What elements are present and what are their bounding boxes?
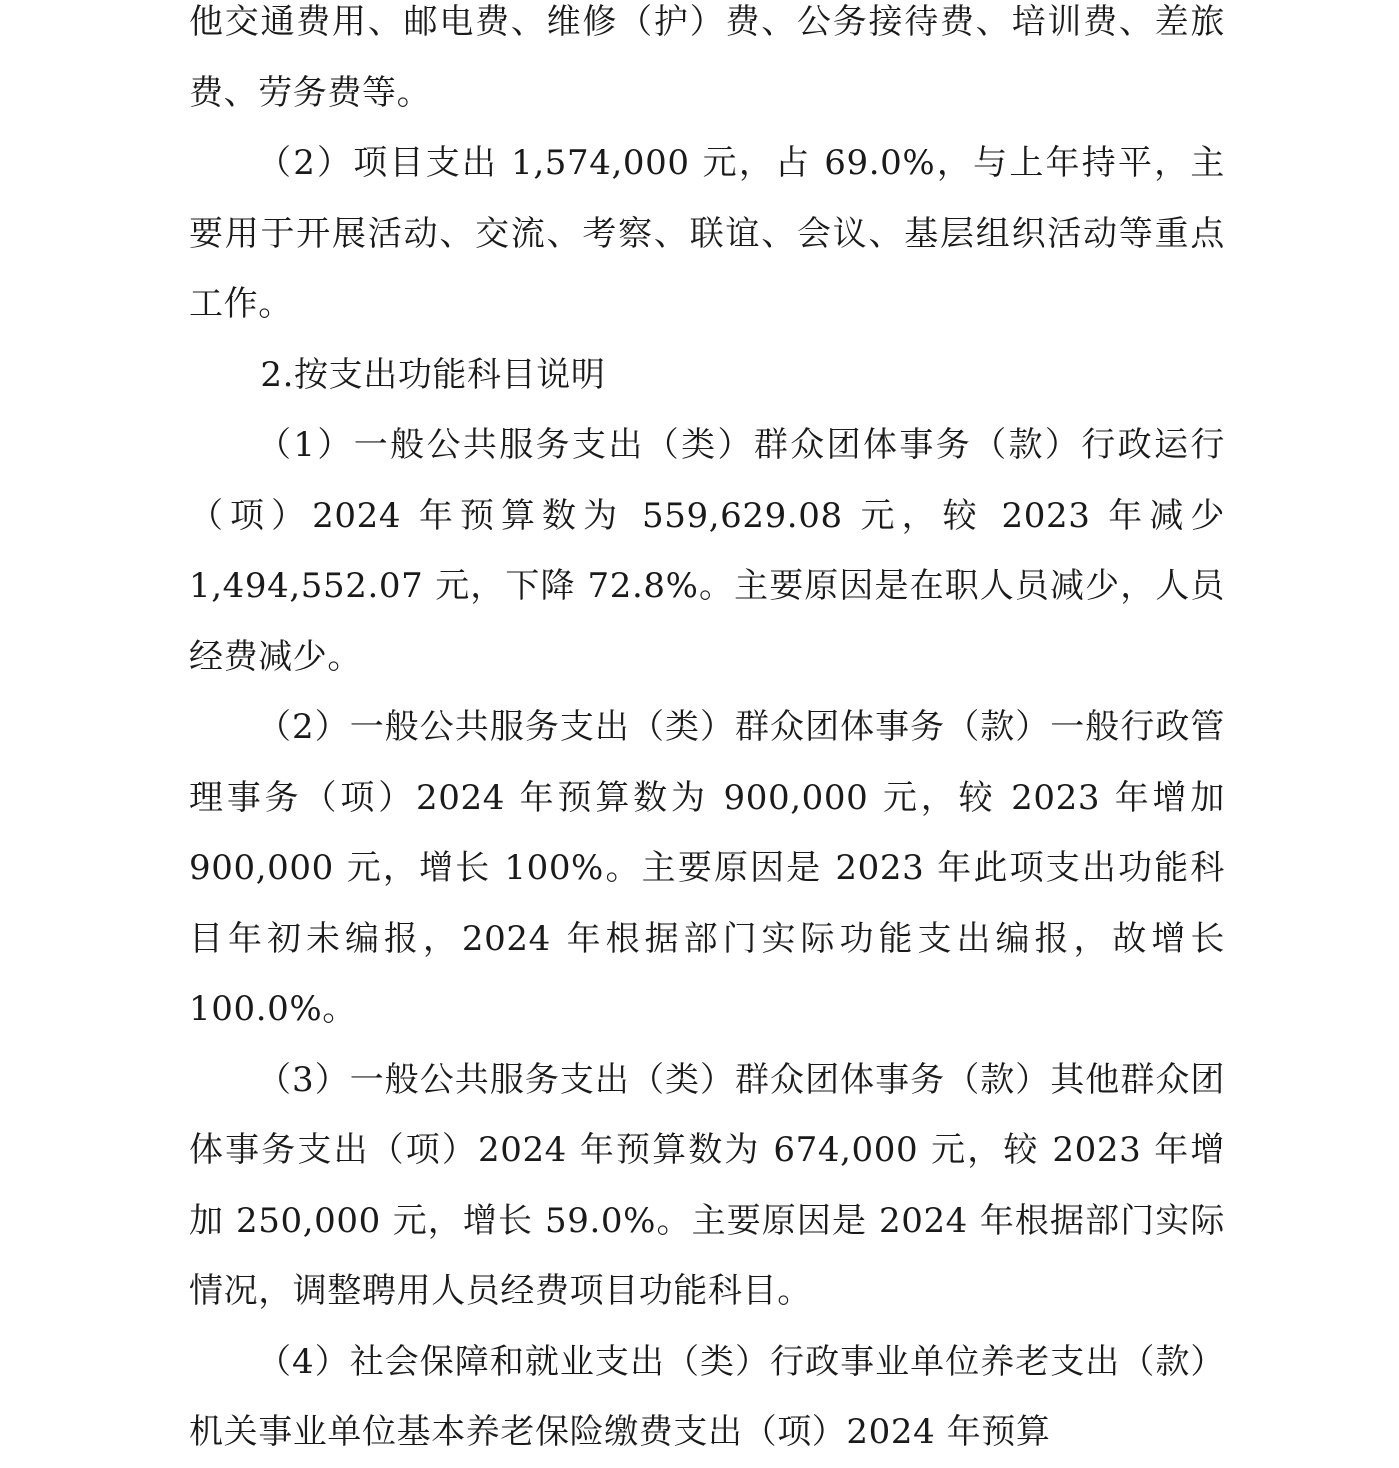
paragraph-item-2-general-administration: （2）一般公共服务支出（类）群众团体事务（款）一般行政管理事务（项）2024 年预算数为 900,000 元，较 2023 年增加 900,000 元，增长 100%。主要原因是 2023 年此项支出功能科目年初未编报，2024 年根据部门实际功能支出编报，故增长 100.0%。 bbox=[189, 707, 1225, 1029]
paragraph-item-1-administrative-operation: （1）一般公共服务支出（类）群众团体事务（款）行政运行（项）2024 年预算数为 559,629.08 元，较 2023 年减少 1,494,552.07 元，下降 72.8%。主要原因是在职人员减少，人员经费减少。 bbox=[189, 425, 1225, 677]
paragraph-item-3-other-mass-organization: （3）一般公共服务支出（类）群众团体事务（款）其他群众团体事务支出（项）2024 年预算数为 674,000 元，较 2023 年增加 250,000 元，增长 59.0%。主要原因是 2024 年根据部门实际情况，调整聘用人员经费项目功能科目。 bbox=[189, 1059, 1225, 1311]
paragraph-item-4-pension-insurance: （4）社会保障和就业支出（类）行政事业单位养老支出（款）机关事业单位基本养老保险缴费支出（项）2024 年预算 bbox=[189, 1341, 1225, 1452]
document-body bbox=[189, 0, 1225, 1468]
section-heading-functional-classification: 2.按支出功能科目说明 bbox=[260, 354, 606, 395]
paragraph-project-expenditure: （2）项目支出 1,574,000 元，占 69.0%，与上年持平，主要用于开展活动、交流、考察、联谊、会议、基层组织活动等重点工作。 bbox=[189, 143, 1225, 324]
paragraph-expense-items-continued: 他交通费用、邮电费、维修（护）费、公务接待费、培训费、差旅费、劳务费等。 bbox=[189, 2, 1225, 113]
